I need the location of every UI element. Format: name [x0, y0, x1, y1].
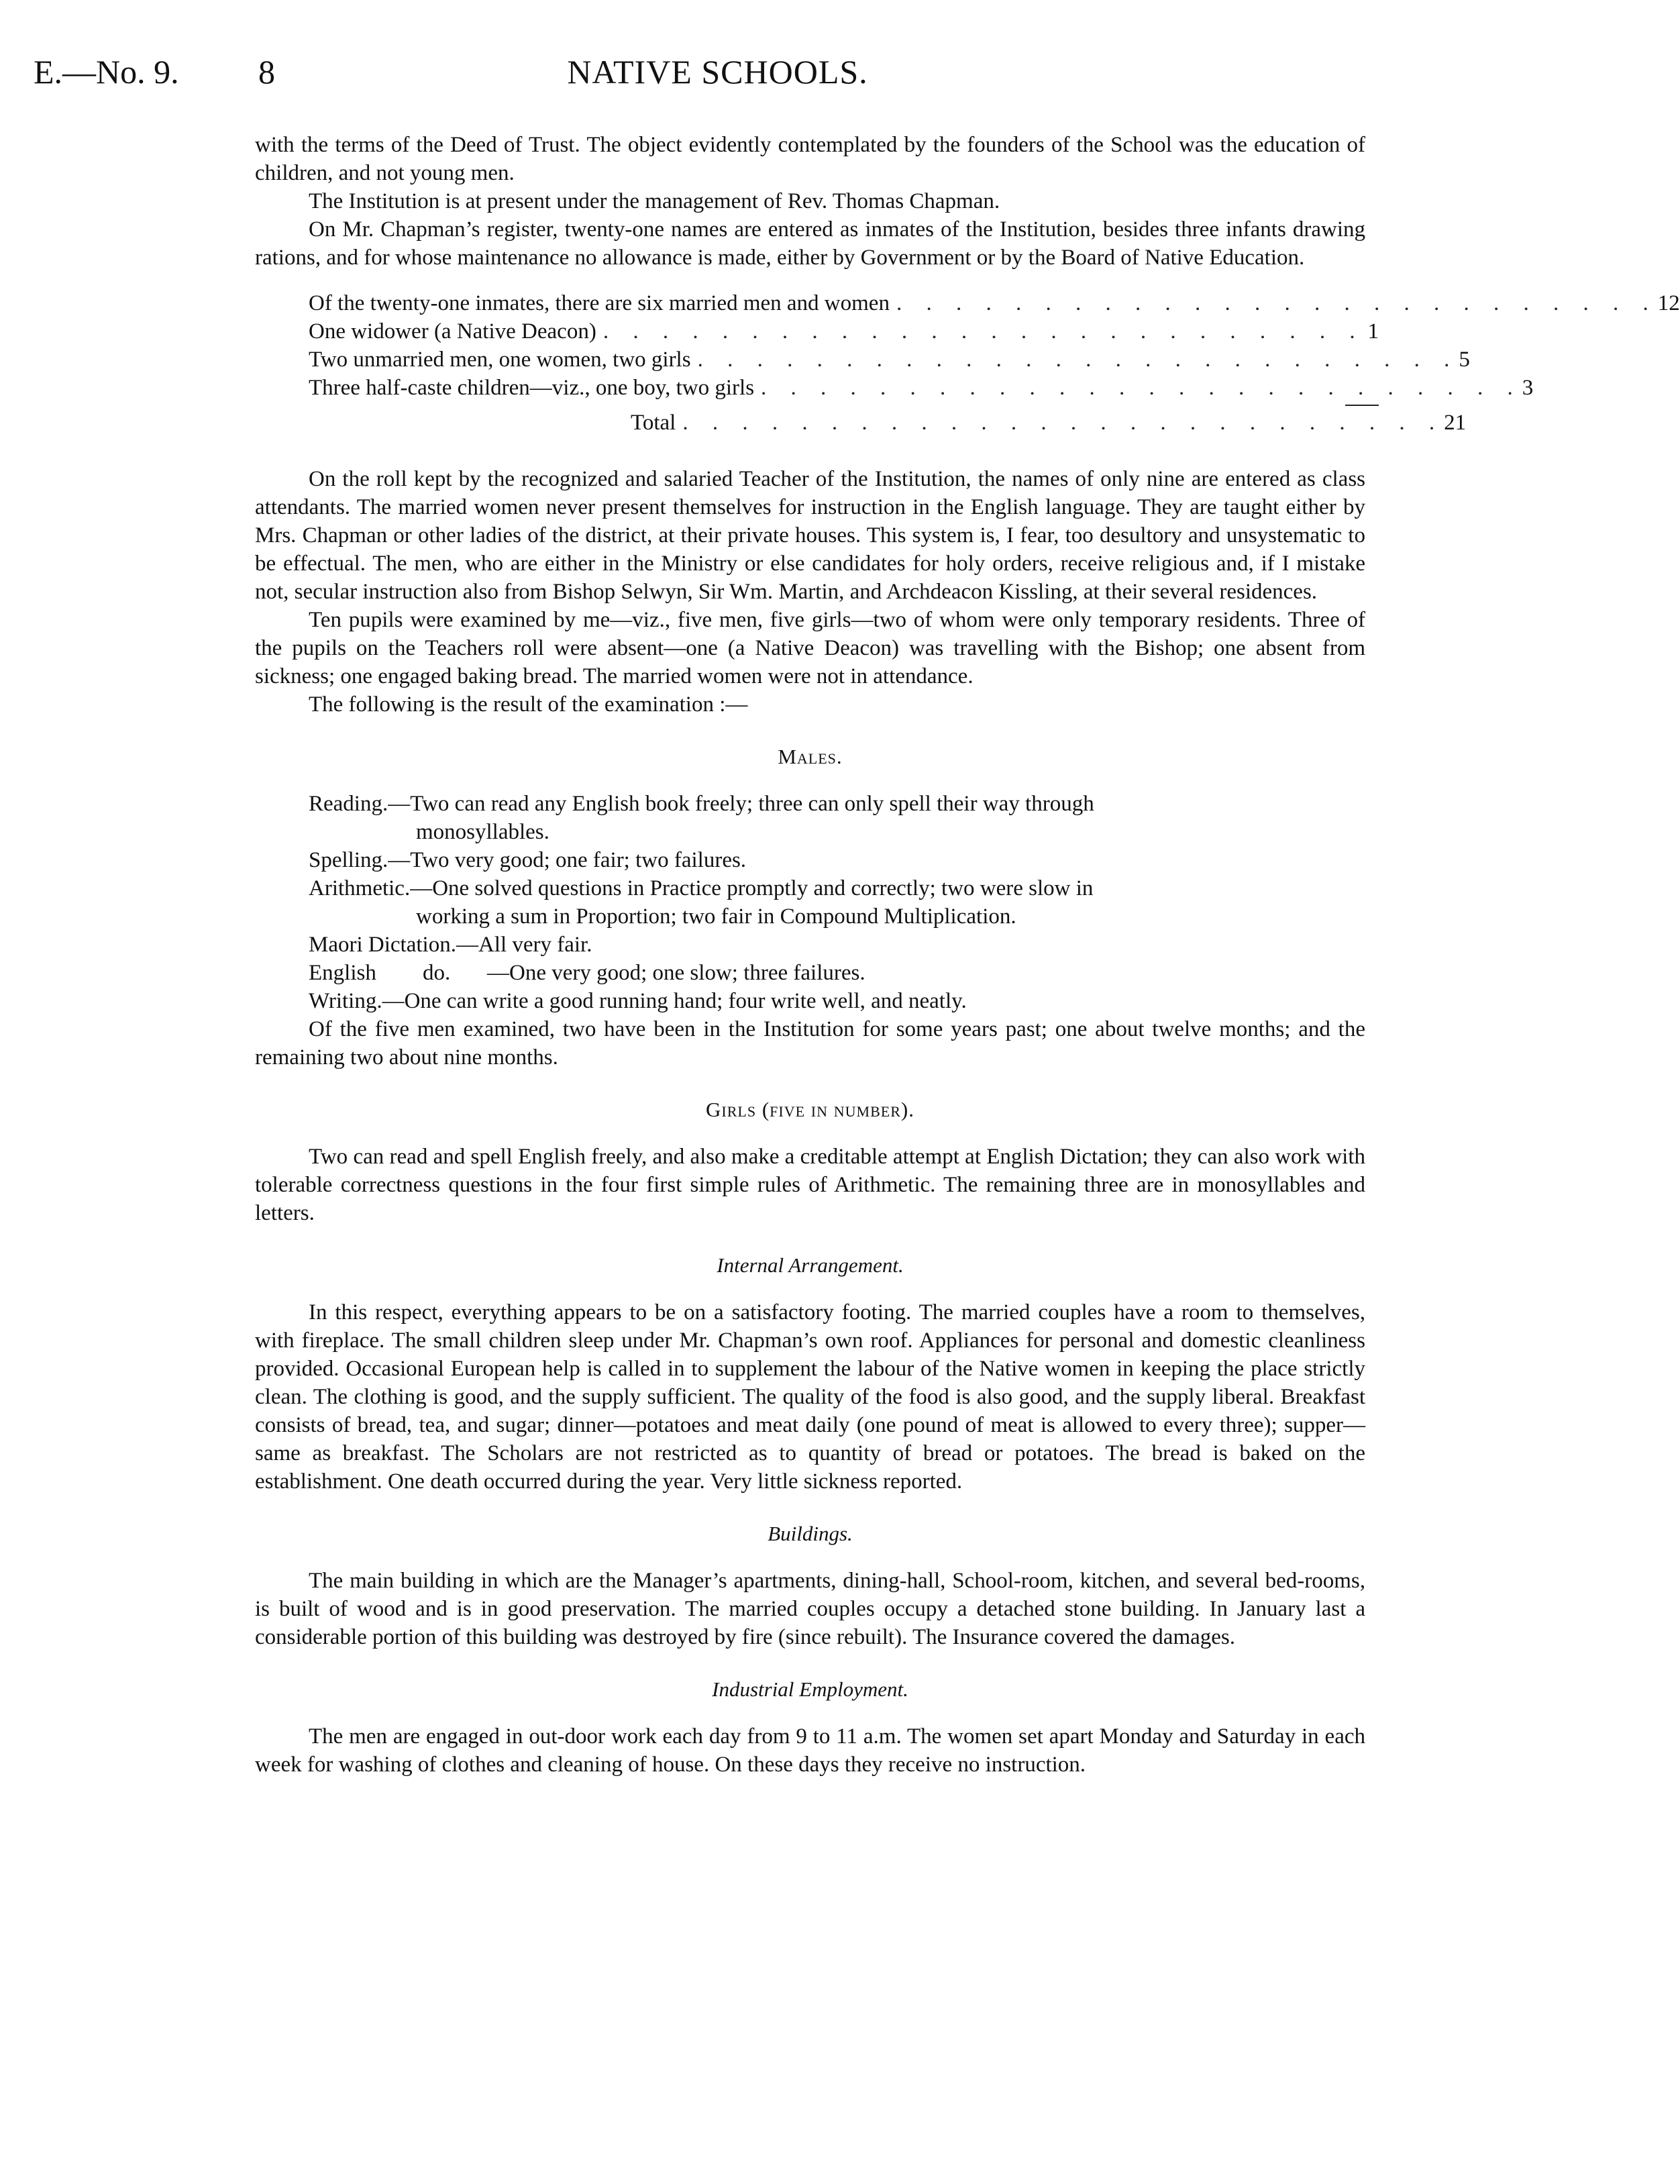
section-heading-girls: Girls (five in number).	[706, 1098, 914, 1121]
row-label: Three half-caste children—viz., one boy, two girls	[309, 376, 755, 400]
buildings-paragraph: The main building in which are the Manager’s apartments, dining-hall, School-room, kitchen, and several bed-rooms, is built of wood and is in good preservation. The married couples occupy a detached stone building. In January last a considerable portion of this building was destroyed by fire (since rebuilt). The Insurance covered the damages.	[255, 1569, 1365, 1649]
ditto-label: do.	[423, 961, 451, 985]
page-title: NATIVE SCHOOLS.	[567, 53, 868, 91]
sum-rule-row	[309, 402, 1379, 409]
industrial-employment-paragraph: The men are engaged in out-door work each day from 9 to 11 a.m. The women set apart Monday and Saturday in each week for washing of clothes and cleaning of house. On these days they receive no instruction.	[255, 1724, 1365, 1777]
leader-dots: . . . . . . . . . . . . . . . . . . . . . . . . . .	[697, 348, 1459, 372]
body-paragraph: The following is the result of the examination :—	[309, 692, 748, 717]
body-paragraph: Ten pupils were examined by me—viz., five men, five girls—two of whom were only temporary residents. Three of the pupils on the Teachers roll were absent—one (a Native Deacon) was travelling with the Bishop; one absent from sickness; one engaged baking bread. The married women were not in attendance.	[255, 608, 1365, 688]
internal-arrangement-paragraph: In this respect, everything appears to be on a satisfactory footing. The married couples have a room to themselves, with fireplace. The small children sleep under Mr. Chapman’s own roof. Appliances for personal and domestic cleanliness provided. Occasional European help is called in to supplement the labour of the Native women in keeping the place strictly clean. The clothing is good, and the supply sufficient. The quality of the food is also good, and the supply liberal. Breakfast consists of bread, tea, and sugar; dinner—potatoes and meat daily (one pound of meat is allowed to every three); supper—same as breakfast. The Scholars are not restricted as to quantity of bread or potatoes. The bread is baked on the establishment. One death occurred during the year. Very little sickness reported.	[255, 1300, 1365, 1494]
section-heading-internal-arrangement: Internal Arrangement.	[717, 1253, 904, 1277]
row-value: 3	[1522, 376, 1534, 400]
table-row	[309, 289, 1680, 317]
intro-paragraph: On Mr. Chapman’s register, twenty-one names are entered as inmates of the Institution, besides three infants drawing rations, and for whose maintenance no allowance is made, either by Government or by the Board of Native Education.	[255, 217, 1365, 270]
inmates-table	[309, 289, 1680, 439]
arithmetic-result	[309, 874, 1365, 931]
leader-dots: . . . . . . . . . . . . . . . . . . . . . . . . . .	[682, 411, 1445, 435]
reading-result	[309, 790, 1365, 846]
leader-dots: . . . . . . . . . . . . . . . . . . . . . . . . . .	[896, 291, 1658, 315]
section-heading-males: Males.	[778, 745, 843, 768]
section-heading-buildings: Buildings.	[768, 1522, 853, 1545]
table-row	[309, 374, 1534, 402]
document-body	[255, 131, 1680, 1779]
row-value: 12	[1657, 291, 1680, 315]
girls-paragraph: Two can read and spell English freely, and also make a creditable attempt at English Dictation; they can also work with tolerable correctness questions in the four first simple rules of Arithmetic. The remaining three are in monosyllables and letters.	[255, 1145, 1365, 1225]
english-label: English	[309, 961, 376, 985]
writing-result: Writing.—One can write a good running hand; four write well, and neatly.	[309, 989, 967, 1013]
row-label: Of the twenty-one inmates, there are six married men and women	[309, 291, 890, 315]
reading-text: —Two can read any English book freely; three can only spell their way through	[388, 792, 1094, 816]
table-total-row	[309, 409, 1467, 439]
document-reference: E.—No. 9.	[34, 53, 179, 91]
intro-paragraph: with the terms of the Deed of Trust. The object evidently contemplated by the founders of the School was the education of children, and not young men.	[255, 133, 1365, 185]
reading-continuation: monosyllables.	[416, 820, 549, 844]
row-label: One widower (a Native Deacon)	[309, 319, 596, 344]
leader-dots: . . . . . . . . . . . . . . . . . . . . . . . . . .	[602, 319, 1365, 344]
total-value: 21	[1444, 411, 1467, 435]
intro-paragraph: The Institution is at present under the management of Rev. Thomas Chapman.	[309, 189, 1000, 213]
males-results	[309, 790, 1365, 1015]
arithmetic-continuation: working a sum in Proportion; two fair in Compound Multiplication.	[416, 904, 1016, 929]
leader-dots: . . . . . . . . . . . . . . . . . . . . . . . . . .	[761, 376, 1522, 400]
maori-dictation-result: Maori Dictation.—All very fair.	[309, 933, 592, 957]
table-row	[309, 346, 1470, 374]
body-paragraph: On the roll kept by the recognized and salaried Teacher of the Institution, the names of only nine are entered as class attendants. The married women never present themselves for instruction in the English language. They are taught either by Mrs. Chapman or other ladies of the district, at their private houses. This system is, I fear, too desultory and unsystematic to be effectual. The men, who are either in the Ministry or else candidates for holy orders, receive religious and, if I mistake not, secular instruction also from Bishop Selwyn, Sir Wm. Martin, and Archdeacon Kissling, at their several residences.	[255, 467, 1365, 604]
spacer	[255, 439, 1365, 465]
total-label: Total	[631, 411, 676, 435]
page-header	[0, 52, 1435, 99]
english-dictation-result	[309, 959, 1365, 987]
spelling-result: Spelling.—Two very good; one fair; two failures.	[309, 848, 747, 872]
row-value: 5	[1459, 348, 1470, 372]
table-row	[309, 317, 1379, 346]
section-heading-industrial-employment: Industrial Employment.	[712, 1677, 908, 1701]
reading-label: Reading.	[309, 792, 388, 816]
row-label: Two unmarried men, one women, two girls	[309, 348, 691, 372]
males-summary: Of the five men examined, two have been in the Institution for some years past; one about twelve months; and the remaining two about nine months.	[255, 1017, 1365, 1070]
english-text: —One very good; one slow; three failures.	[487, 961, 865, 985]
row-value: 1	[1367, 319, 1379, 344]
page-number: 8	[258, 53, 275, 91]
arithmetic-text: Arithmetic.—One solved questions in Practice promptly and correctly; two were slow in	[309, 876, 1094, 900]
